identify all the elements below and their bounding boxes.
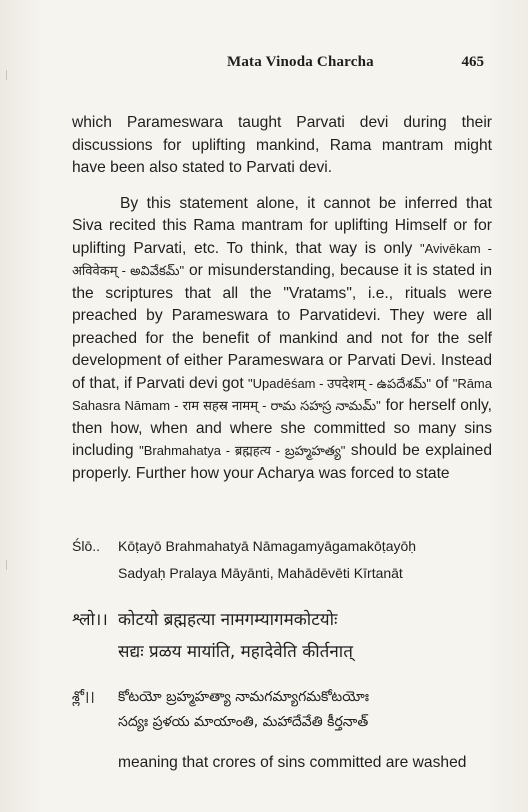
- term-rama-sahasra-namam: "Rāma Sahasra Nāmam - राम सहस्र नामम् - రామ సహస్ర నామమ్": [72, 375, 492, 413]
- text-segment: which Parameswara taught Parvati devi during their discussions for uplifting mankind, Rama mantram might have been also stated to Parvati devi.: [72, 114, 492, 176]
- paragraph-2: [72, 193, 492, 486]
- verse-line-text: Kōṭayō Brahmahatyā Nāmagamyāgamakōṭayōḥ: [118, 538, 417, 554]
- sloka-label: श्लो।।: [72, 610, 108, 630]
- verse-line-text: सद्यः प्रळय मायांति, महादेवेति कीर्तनात्: [118, 642, 353, 662]
- verse-line: [72, 710, 502, 735]
- paragraph-1: [72, 112, 492, 180]
- verse-transliteration: [72, 533, 502, 587]
- verse-line: [72, 636, 502, 668]
- margin-mark: [6, 560, 13, 570]
- sloka-label: శ్లో।।: [72, 689, 95, 705]
- margin-mark: [6, 70, 13, 80]
- verse-line-text: సద్యః ప్రళయ మాయాంతి, మహాదేవేతి కీర్తనాత్: [118, 714, 369, 730]
- sloka-label: Ślō..: [72, 538, 101, 554]
- verse-line: [72, 685, 502, 710]
- text-segment: or misunderstanding, because it is stated in the scriptures that all the "Vratams", i.e., rituals were preached by Parameswara to Parvatidevi. They were all preached for the benefit of mankind and not for the self development of either Parameswara or Parvati Devi. Instead of that, if Parvati devi got: [72, 262, 492, 392]
- verse-telugu: [72, 685, 502, 735]
- running-head: [72, 54, 488, 72]
- text-segment: By this statement alone, it cannot be inferred that Siva recited this Rama mantram for uplifting Himself or for uplifting Parvati, etc. To think, that way is only: [72, 194, 492, 257]
- verse-devanagari: [72, 604, 502, 668]
- term-brahmahatya: "Brahmahatya - ब्रह्महत्य - బ్రహ్మహత్య": [139, 443, 346, 458]
- verse-line-text: కోటయో బ్రహ్మహత్యా నామగమ్యాగమకోటయోః: [118, 689, 370, 705]
- text-segment: should be explained properly. Further how your Acharya was forced to state: [72, 442, 493, 482]
- verse-line: [72, 604, 502, 636]
- text-segment: for herself only, then how, when and where she committed so many sins including: [72, 397, 493, 459]
- page-number: 465: [461, 54, 484, 70]
- term-upadesam: "Upadēśam - उपदेशम् - ఉపదేశమ్": [248, 375, 431, 391]
- verse-line: [72, 560, 502, 587]
- body-text: [72, 112, 492, 485]
- term-avivekam: "Avivēkam - अविवेकम् - అవివేకమ్": [72, 240, 493, 278]
- verse-line-text: Sadyaḥ Pralaya Māyānti, Mahādēvēti Kīrtanāt: [118, 565, 403, 581]
- running-title: Mata Vinoda Charcha: [227, 54, 374, 70]
- verse-line: [72, 533, 502, 560]
- verse-line-text: कोटयो ब्रह्महत्या नामगम्यागमकोटयोः: [118, 610, 338, 630]
- continuation-text: meaning that crores of sins committed are washed: [118, 754, 467, 771]
- text-segment: of: [431, 374, 453, 392]
